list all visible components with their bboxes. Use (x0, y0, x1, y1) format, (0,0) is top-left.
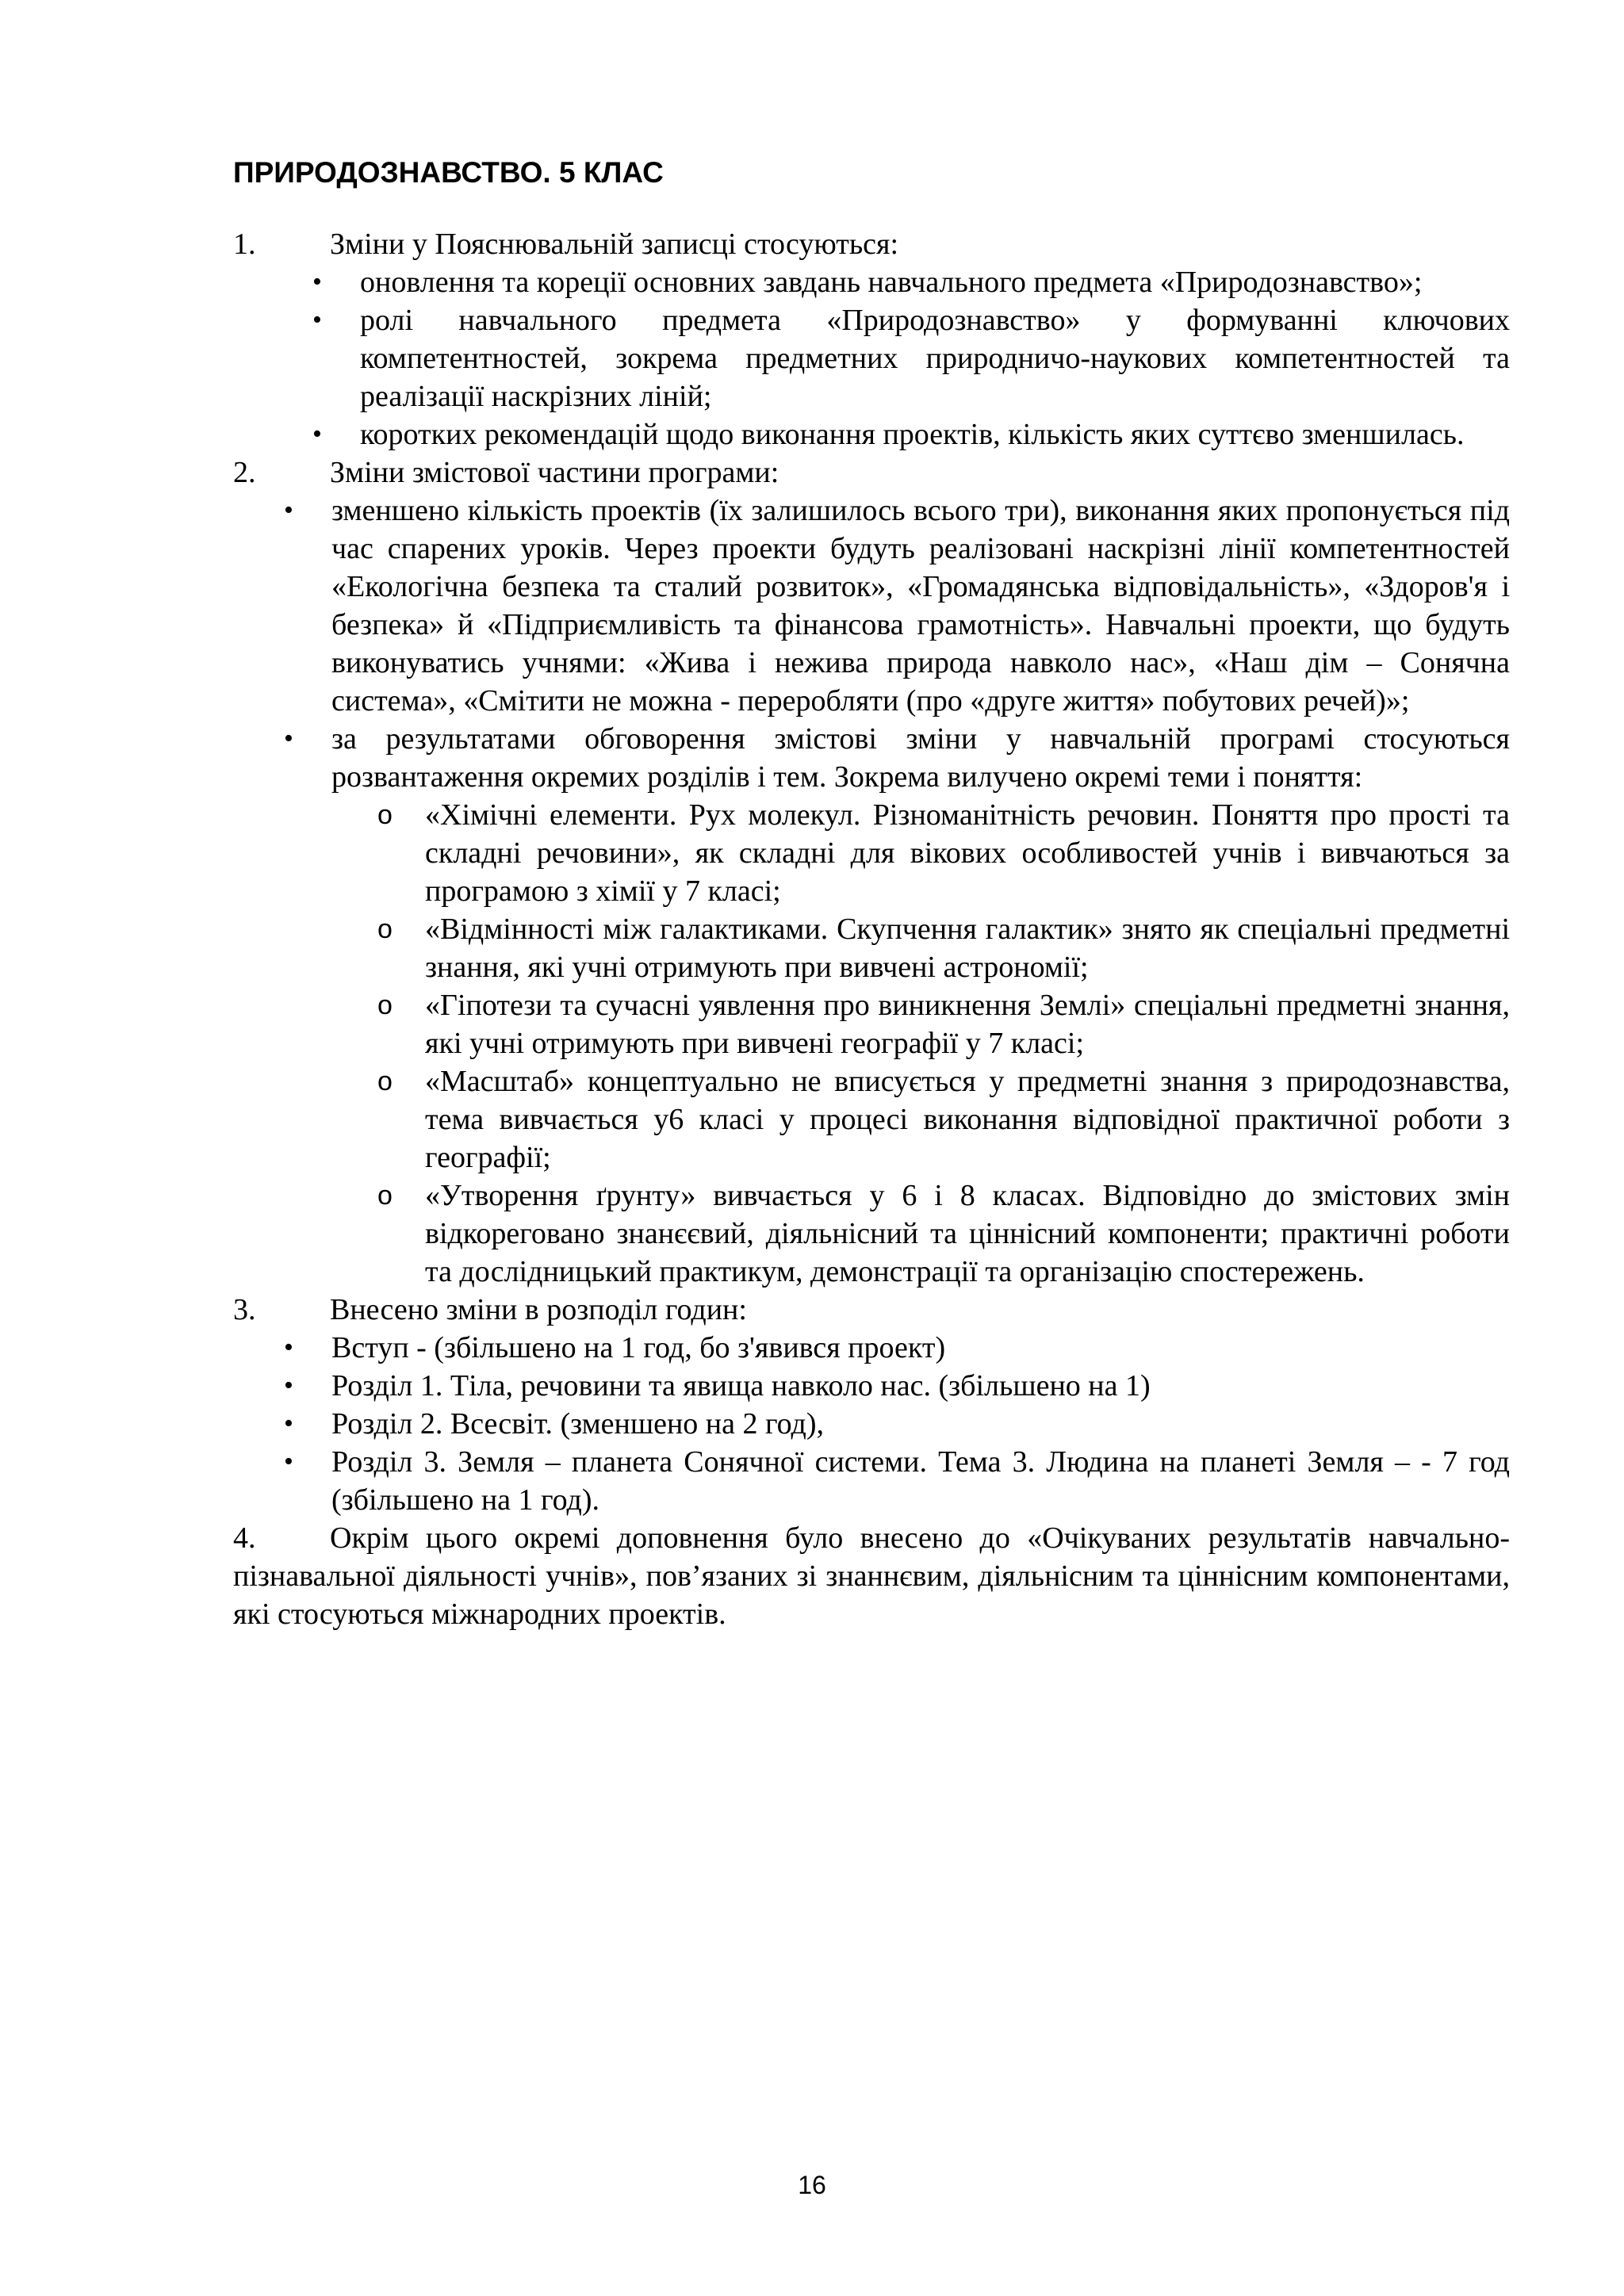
list-item-text: зменшено кількість проектів (їх залишилось всього три), виконання яких пропонується під час спарених уроків. Через проекти будуть реалізовані наскрізні лінії компетентностей «Екологічна безпека та сталий розвиток», «Громадянська відповідальність», «Здоров'я і безпека» й «Підприємливість та фінансова грамотність». Навчальні проекти, що будуть виконуватись учнями: «Жива і нежива природа навколо нас», «Наш дім – Сонячна система», «Смітити не можна - переробляти (про «друге життя» побутових речей)»; (331, 494, 1510, 718)
circle-bullet-icon: o (377, 990, 393, 1020)
page-number: 16 (798, 2171, 826, 2199)
section-heading (233, 225, 1510, 263)
section-2 (233, 453, 1510, 1291)
list-item (233, 301, 1510, 415)
sub-list-item (233, 796, 1510, 910)
section-number: 3. (233, 1293, 256, 1326)
sub-list-item (233, 910, 1510, 986)
bullet-icon: • (284, 1447, 293, 1476)
section-heading (233, 453, 1510, 492)
sub-list-item (233, 1062, 1510, 1177)
circle-bullet-icon: o (377, 1181, 393, 1211)
section-heading-text: Внесено зміни в розподіл годин: (330, 1293, 747, 1326)
sub-bullet-list (233, 796, 1510, 1291)
list-item (233, 1329, 1510, 1367)
section-number: 2. (233, 456, 256, 489)
list-item (233, 1367, 1510, 1405)
bullet-list (233, 1329, 1510, 1519)
bullet-icon: • (284, 1333, 293, 1362)
bullet-icon: • (284, 1409, 293, 1438)
list-item-text: ролі навчального предмета «Природознавство» у формуванні ключових компетентностей, зокрема предметних природничо-наукових компетентностей та реалізації наскрізних ліній; (360, 304, 1510, 413)
bullet-icon: • (284, 1371, 293, 1400)
circle-bullet-icon: o (377, 914, 393, 944)
circle-bullet-icon: o (377, 1066, 393, 1096)
list-item (233, 263, 1510, 301)
section-text: Окрім цього окремі доповнення було внесено до «Очікуваних результатів навчально-пізнавальної діяльності учнів», пов’язаних зі знаннєвим, діяльнісним та ціннісним компонентами, які стосуються міжнародних проектів. (233, 1521, 1510, 1631)
bullet-list (233, 263, 1510, 453)
sub-list-item-text: «Відмінності між галактиками. Скупчення галактик» знято як спеціальні предметні знання, які учні отримують при вивчені астрономії; (425, 913, 1510, 984)
list-item-text: оновлення та кореції основних завдань навчального предмета «Природознавство»; (360, 266, 1423, 299)
section-3 (233, 1291, 1510, 1519)
list-item (233, 1443, 1510, 1519)
list-item-text: Вступ - (збільшено на 1 год, бо з'явився проект) (331, 1331, 946, 1364)
list-item-text: Розділ 2. Всесвіт. (зменшено на 2 год), (331, 1407, 825, 1441)
sub-list-item-text: «Утворення ґрунту» вивчається у 6 і 8 класах. Відповідно до змістових змін відкореговано знанєєвий, діяльнісний та ціннісний компоненти; практичні роботи та дослідницький практикум, демонстрації та організацію спостережень. (425, 1179, 1510, 1288)
list-item (233, 720, 1510, 796)
section-heading (233, 1291, 1510, 1329)
list-item-text: Розділ 1. Тіла, речовини та явища навколо нас. (збільшено на 1) (331, 1369, 1151, 1402)
list-item-text: Розділ 3. Земля – планета Сонячної системи. Тема 3. Людина на планеті Земля – - 7 год (збільшено на 1 год). (331, 1445, 1510, 1517)
bullet-list (233, 492, 1510, 796)
list-item (233, 1405, 1510, 1443)
sub-list-item-text: «Гіпотези та сучасні уявлення про виникнення Землі» спеціальні предметні знання, які учні отримують при вивчені географії у 7 класі; (425, 989, 1510, 1060)
section-number: 4. (233, 1521, 256, 1555)
section-4 (233, 1519, 1510, 1633)
list-item (233, 415, 1510, 453)
bullet-icon: • (312, 305, 322, 335)
bullet-icon: • (284, 496, 293, 525)
section-heading-text: Зміни змістової частини програми: (330, 456, 779, 489)
bullet-icon: • (312, 267, 322, 297)
section-heading-text: Зміни у Пояснювальній записці стосуються: (330, 228, 899, 261)
section-1 (233, 225, 1510, 453)
sub-list-item-text: «Масштаб» концептуально не вписується у предметні знання з природознавства, тема вивчається у6 класі у процесі виконання відповідної практичної роботи з географії; (425, 1065, 1510, 1174)
sub-list-item (233, 986, 1510, 1062)
section-number: 1. (233, 228, 256, 261)
sub-list-item (233, 1177, 1510, 1291)
circle-bullet-icon: o (377, 800, 393, 830)
bullet-icon: • (312, 419, 322, 449)
sub-list-item-text: «Хімічні елементи. Рух молекул. Різноманітність речовин. Поняття про прості та складні речовини», як складні для вікових особливостей учнів і вивчаються за програмою з хімії у 7 класі; (425, 798, 1510, 908)
document-body (233, 225, 1510, 1633)
bullet-icon: • (284, 724, 293, 753)
list-item-text: коротких рекомендацій щодо виконання проектів, кількість яких суттєво зменшилась. (360, 418, 1465, 451)
list-item-text: за результатами обговорення змістові зміни у навчальній програмі стосуються розвантаження окремих розділів і тем. Зокрема вилучено окремі теми і поняття: (331, 722, 1510, 794)
list-item (233, 492, 1510, 720)
page-title: ПРИРОДОЗНАВСТВО. 5 КЛАС (233, 156, 664, 189)
